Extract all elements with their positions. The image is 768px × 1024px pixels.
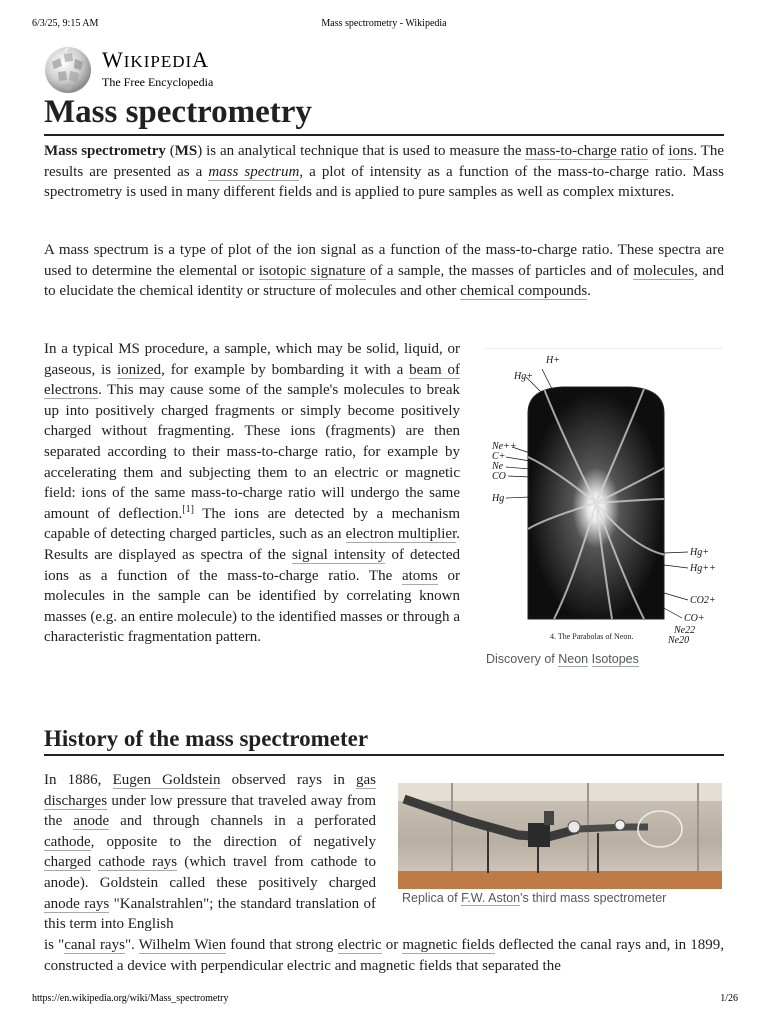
link-canal-rays[interactable]: canal rays [64, 937, 125, 953]
intro-paragraph-3: In a typical MS procedure, a sample, which may be solid, liquid, or gaseous, is ionized, for example by bombarding it with a beam of electrons. This may cause some of the sample's molecules to break up into positively charged fragments or simply become positively charged without fragmenting. These ions (fragments) are then separated according to their mass-to-charge ratio, for example by accelerating them and subjecting them to an electric or magnetic field: ions of the same mass-to-charge ratio will undergo the same amount of deflection.[1] The ions are detected by a mechanism capable of detecting charged particles, such as an electron multiplier. Results are displayed as spectra of the signal intensity of detected ions as a function of the mass-to-charge ratio. The atoms or molecules in the sample can be identified by correlating known masses (e.g. an entire molecule) to the identified masses or through a characteristic fragmentation pattern. [44, 341, 461, 646]
label-co-plus: CO+ [684, 613, 705, 624]
link-neon[interactable]: Neon [558, 652, 589, 666]
intro-paragraph-1: Mass spectrometry (MS) is an analytical technique that is used to measure the mass-to-charge ratio of ions. The results are presented as a mass spectrum, a plot of intensity as a function of the mass-to-charge ratio. Mass spectrometry is used in many different fields and is applied to pure samples as well as complex mixtures. [44, 143, 725, 201]
link-electric[interactable]: electric [337, 937, 382, 953]
page-title: Mass spectrometry [44, 90, 724, 136]
link-cathode[interactable]: cathode [44, 833, 91, 850]
label-hg-plus-top: Hg+ [514, 371, 533, 382]
link-gas-discharges[interactable]: gas discharges [44, 772, 377, 809]
section-heading-history: History of the mass spectrometer [44, 724, 724, 756]
wikipedia-wordmark[interactable] [102, 48, 213, 90]
label-hg-left: Hg [492, 493, 505, 504]
aston-spectrometer-image[interactable] [398, 783, 722, 889]
link-ionized[interactable]: ionized [116, 361, 162, 378]
label-ne: Ne [492, 461, 504, 472]
link-signal-intensity[interactable]: signal intensity [291, 546, 386, 563]
intro-paragraph-2: A mass spectrum is a type of plot of the ion signal as a function of the mass-to-charge ratio. These spectra are used to determine the elemental or isotopic signature of a sample, the masses of particles and of molecules, and to elucidate the chemical identity or structure of molecules and other chemical compounds. [44, 242, 724, 300]
history-paragraph-1: In 1886, Eugen Goldstein observed rays in gas discharges under low pressure that traveled away from the anode and through channels in a perforated cathode, opposite to the direction of negatively charged cathode rays (which travel from cathode to anode). Goldstein called these positively charged anode rays "Kanalstrahlen"; the standard translation of this term into English [44, 772, 377, 933]
history-paragraph-1-continued: is "canal rays". Wilhelm Wien found that strong electric or magnetic fields deflected the canal rays and, in 1899, constructed a device with perpendicular electric and magnetic fields that separated the [44, 937, 724, 974]
plate-caption: 4. The Parabolas of Neon. [550, 632, 634, 641]
label-c-plus: C+ [492, 451, 506, 462]
figure2-caption: Replica of F.W. Aston's third mass spectrometer [402, 891, 667, 905]
label-co2-plus: CO2+ [690, 595, 716, 606]
print-page-number: 1/26 [720, 993, 738, 1004]
link-beam-of-electrons[interactable]: beam of electrons [44, 361, 461, 399]
label-hg-pp-right: Hg++ [690, 563, 716, 574]
neon-parabolas-image[interactable] [484, 348, 722, 645]
label-co: CO [492, 471, 506, 482]
label-ne22: Ne22 [674, 625, 696, 636]
label-hg-plus-right: Hg+ [690, 547, 709, 558]
link-anode-rays[interactable]: anode rays [44, 895, 110, 912]
label-h-plus: H+ [546, 355, 560, 366]
print-url: https://en.wikipedia.org/wiki/Mass_spectrometry [32, 993, 229, 1004]
link-molecules[interactable]: molecules [633, 262, 695, 279]
reference-1[interactable]: [1] [182, 503, 194, 515]
print-title: Mass spectrometry - Wikipedia [321, 18, 447, 29]
wordmark-tagline: The Free Encyclopedia [102, 75, 214, 89]
wikipedia-globe-logo[interactable] [42, 44, 94, 96]
link-atoms[interactable]: atoms [401, 567, 438, 584]
wordmark-title: WIKIPEDIA [102, 47, 210, 72]
link-ions[interactable]: ions [668, 143, 694, 159]
link-isotopes[interactable]: Isotopes [591, 652, 639, 666]
label-ne20: Ne20 [668, 635, 690, 645]
figure1-caption: Discovery of Neon Isotopes [486, 652, 639, 666]
link-charged[interactable]: charged [44, 854, 92, 871]
link-magnetic-fields[interactable]: magnetic fields [402, 937, 495, 953]
link-fw-aston[interactable]: F.W. Aston [461, 891, 521, 905]
link-cathode-rays[interactable]: cathode rays [98, 854, 178, 871]
link-wilhelm-wien[interactable]: Wilhelm Wien [138, 937, 227, 953]
label-ne-pp: Ne++ [492, 441, 517, 452]
link-isotopic-signature[interactable]: isotopic signature [258, 262, 366, 279]
link-eugen-goldstein[interactable]: Eugen Goldstein [112, 772, 221, 788]
link-mass-to-charge-ratio[interactable]: mass-to-charge ratio [525, 143, 649, 159]
print-datetime: 6/3/25, 9:15 AM [32, 18, 99, 29]
link-mass-spectrum[interactable]: mass spectrum [208, 163, 300, 180]
link-electron-multiplier[interactable]: electron multiplier [345, 526, 457, 543]
link-chemical-compounds[interactable]: chemical compounds [460, 283, 588, 300]
link-anode[interactable]: anode [73, 813, 110, 830]
